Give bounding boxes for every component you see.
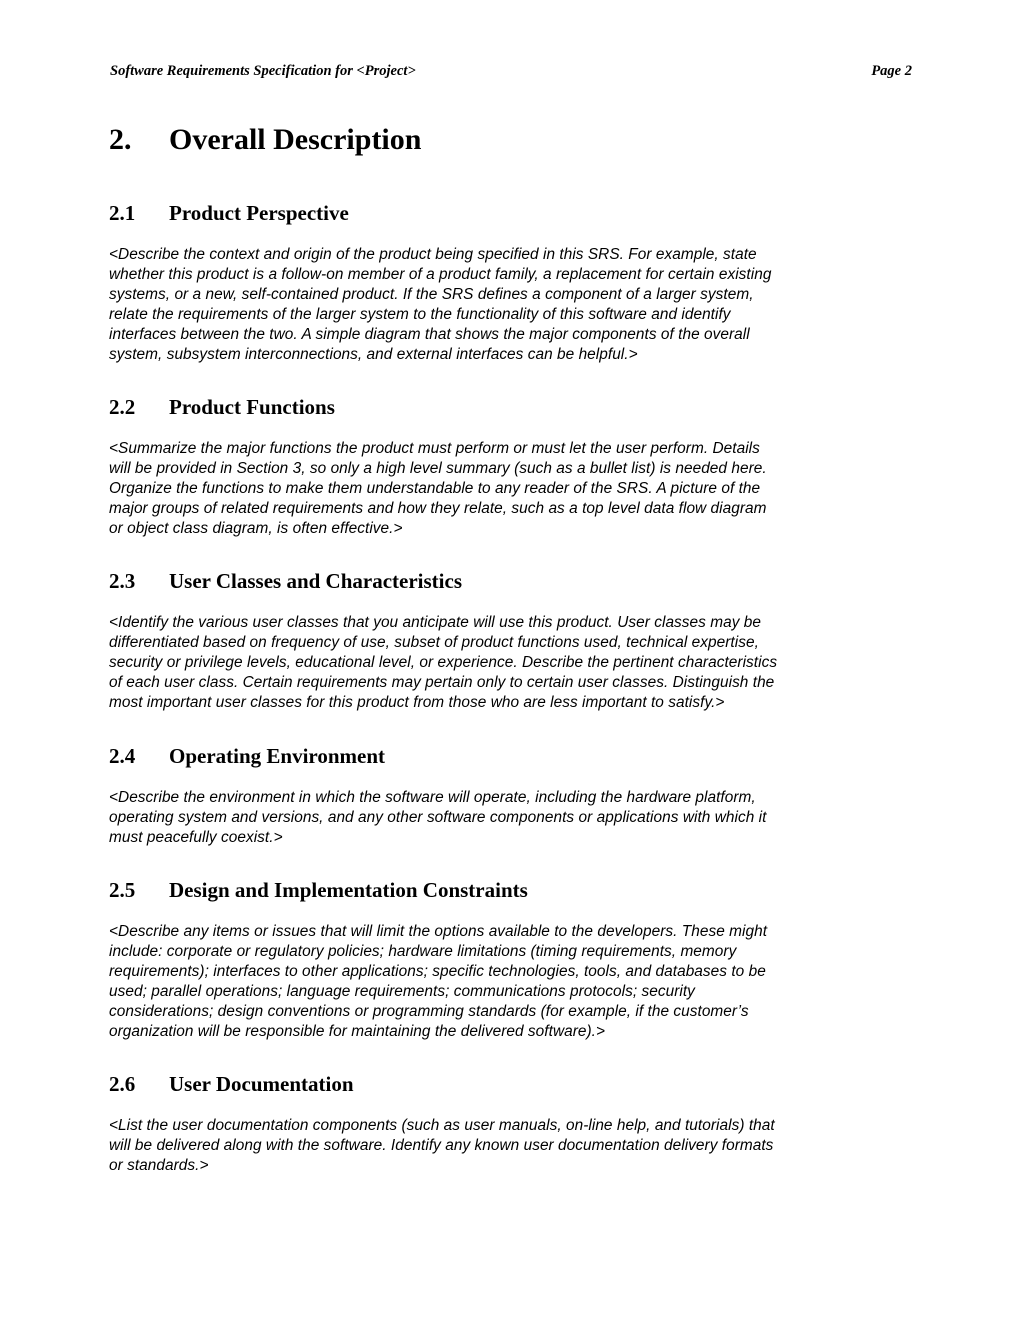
section-title: Operating Environment bbox=[169, 744, 386, 768]
section-design-constraints bbox=[109, 876, 912, 1043]
body-line: systems, or a new, self-contained product. If the SRS defines a component of a larger system, bbox=[109, 286, 754, 304]
section-body bbox=[109, 788, 912, 848]
section-user-documentation bbox=[109, 1070, 912, 1176]
body-line: interfaces between the two. A simple diagram that shows the major components of the overall bbox=[109, 326, 750, 344]
body-line: Organize the functions to make them understandable to any reader of the SRS. A picture of the bbox=[109, 480, 761, 498]
section-title: User Classes and Characteristics bbox=[169, 569, 462, 593]
body-line: considerations; design conventions or programming standards (for example, if the customer’s bbox=[109, 1003, 749, 1021]
body-line: system, subsystem interconnections, and external interfaces can be helpful.> bbox=[109, 346, 638, 364]
body-line: requirements); interfaces to other applications; specific technologies, tools, and databases to be bbox=[109, 963, 766, 981]
body-line: whether this product is a follow-on member of a product family, a replacement for certain existing bbox=[109, 266, 772, 284]
section-body bbox=[109, 439, 912, 539]
section-number: 2.2 bbox=[109, 395, 136, 419]
body-line: include: corporate or regulatory policies; hardware limitations (timing requirements, memory bbox=[109, 943, 737, 961]
section-title: Product Functions bbox=[169, 395, 335, 419]
body-line: used; parallel operations; language requirements; communications protocols; security bbox=[109, 983, 695, 1001]
body-line: or standards.> bbox=[109, 1157, 209, 1175]
section-heading bbox=[109, 393, 912, 421]
body-line: or object class diagram, is often effective.> bbox=[109, 520, 403, 538]
section-heading bbox=[109, 567, 912, 595]
section-heading bbox=[109, 876, 912, 904]
section-heading bbox=[109, 742, 912, 770]
section-user-classes bbox=[109, 567, 912, 713]
section-number: 2.1 bbox=[109, 201, 136, 225]
section-number: 2.3 bbox=[109, 569, 136, 593]
section-product-perspective bbox=[109, 199, 912, 366]
body-line: <Summarize the major functions the product must perform or must let the user perform. Details bbox=[109, 440, 760, 457]
section-heading bbox=[109, 199, 912, 227]
body-line: <Identify the various user classes that you anticipate will use this product. User classes may be bbox=[109, 614, 761, 631]
body-line: will be delivered along with the software. Identify any known user documentation delivery formats bbox=[109, 1137, 774, 1155]
body-line: will be provided in Section 3, so only a high level summary (such as a bullet list) is needed here. bbox=[109, 460, 767, 478]
page-header bbox=[110, 61, 912, 81]
body-line: <Describe the context and origin of the product being specified in this SRS. For example, state bbox=[109, 246, 757, 263]
body-line: <List the user documentation components (such as user manuals, on-line help, and tutorials) that bbox=[109, 1117, 775, 1134]
header-page-number: Page 2 bbox=[871, 63, 912, 79]
section-title: Design and Implementation Constraints bbox=[169, 878, 528, 902]
body-line: differentiated based on frequency of use, subset of product functions used, technical expertise, bbox=[109, 634, 759, 652]
body-line: organization will be responsible for maintaining the delivered software).> bbox=[109, 1023, 606, 1041]
body-line: <Describe the environment in which the software will operate, including the hardware platform, bbox=[109, 789, 756, 806]
body-line: major groups of related requirements and how they relate, such as a top level data flow diagram bbox=[109, 500, 767, 518]
section-title: Product Perspective bbox=[169, 201, 349, 225]
body-line: security or privilege levels, educational level, or experience. Describe the pertinent characteristics bbox=[109, 654, 778, 672]
section-title: User Documentation bbox=[169, 1072, 354, 1096]
body-line: operating system and versions, and any other software components or applications with which it bbox=[109, 809, 767, 827]
body-line: of each user class. Certain requirements may pertain only to certain user classes. Distinguish the bbox=[109, 674, 775, 692]
header-document-title: Software Requirements Specification for <Project> bbox=[110, 63, 416, 79]
section-body bbox=[109, 245, 912, 366]
chapter-title: Overall Description bbox=[169, 123, 422, 156]
section-operating-environment bbox=[109, 742, 912, 848]
section-body bbox=[109, 922, 912, 1043]
body-line: <Describe any items or issues that will limit the options available to the developers. These might bbox=[109, 923, 768, 940]
section-body bbox=[109, 613, 912, 713]
section-product-functions bbox=[109, 393, 912, 539]
chapter-number: 2. bbox=[109, 123, 132, 156]
body-line: relate the requirements of the larger system to the functionality of this software and identify bbox=[109, 306, 731, 324]
section-number: 2.6 bbox=[109, 1072, 136, 1096]
section-body bbox=[109, 1116, 912, 1176]
body-line: must peacefully coexist.> bbox=[109, 829, 283, 847]
section-number: 2.4 bbox=[109, 744, 136, 768]
body-line: most important user classes for this product from those who are less important to satisfy.> bbox=[109, 694, 725, 712]
section-number: 2.5 bbox=[109, 878, 136, 902]
section-heading bbox=[109, 1070, 912, 1098]
